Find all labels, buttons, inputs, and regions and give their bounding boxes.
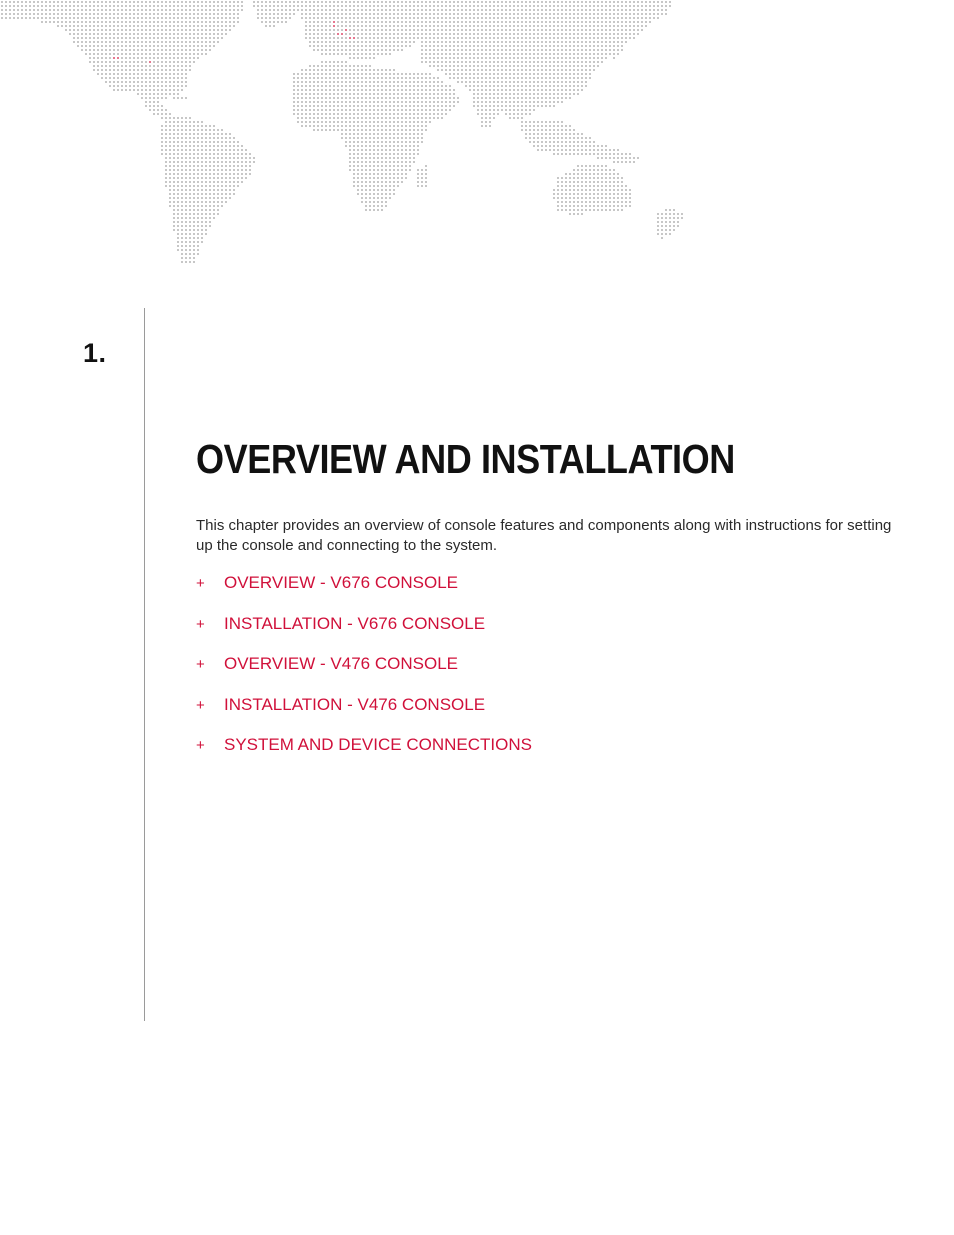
toc-link-installation-v476[interactable]: INSTALLATION - V476 CONSOLE — [224, 694, 486, 714]
plus-icon: + — [196, 737, 205, 754]
chapter-intro: This chapter provides an overview of console features and components along with instructions for setting up the console and connecting to the system. — [196, 517, 892, 554]
toc-link-overview-v476[interactable]: OVERVIEW - V476 CONSOLE — [224, 654, 458, 673]
toc-link-overview-v676[interactable]: OVERVIEW - V676 CONSOLE — [224, 573, 458, 592]
plus-icon: + — [196, 656, 205, 673]
plus-icon: + — [196, 615, 205, 633]
chapter-toc — [196, 573, 532, 776]
vertical-divider — [144, 308, 145, 1021]
toc-item — [196, 654, 532, 695]
toc-item — [196, 735, 532, 776]
toc-item — [196, 614, 532, 655]
plus-icon: + — [196, 696, 205, 714]
toc-link-system-connections[interactable]: SYSTEM AND DEVICE CONNECTIONS — [224, 735, 532, 754]
chapter-title: OVERVIEW AND INSTALLATION — [196, 436, 735, 482]
toc-link-installation-v676[interactable]: INSTALLATION - V676 CONSOLE — [224, 613, 486, 633]
world-map-icon — [0, 0, 700, 268]
plus-icon: + — [196, 575, 205, 592]
toc-item — [196, 695, 532, 736]
chapter-number: 1. — [83, 338, 107, 368]
toc-item — [196, 573, 532, 614]
